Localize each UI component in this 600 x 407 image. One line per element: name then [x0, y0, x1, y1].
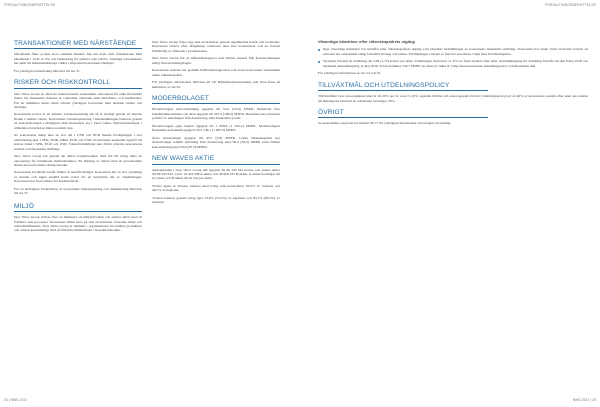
paragraph: Närstående finns ej med stora enskilda innehav. Det har även varit transaktioner med närstående i form av lån och fakturering för tjänster som utförts. Samtliga transaktioner har skett till marknadsmässiga villkor i linje med koncernens riktlinjer. — [14, 52, 142, 66]
paragraph: Av koncernens inköp sker en stor del i USD och EUR medan försäljningen i stor utsträckning sker i SEK, NOK, DKK, EUR och USD. Koncernens kostnader uppstår till största delen i SEK, EUR och USD. Valutaförändringar kan därför påverka koncernens resultat och finansiella ställning. — [14, 133, 142, 151]
bullet-item: Inga väsentliga händelser har inträffat efter räkenskapsårets utgång som påverkar bedömningen av koncernens finansiella ställning. Koncernen har under första kvartalet fortsatt att utveckla sin verksamhet enligt fastställd strategi och planer. Försäljningen i början av året har utvecklats i linje med förväntningarna. — [318, 47, 588, 56]
bullet-item: Styrelsen föreslår en utdelning om 2,00 (1,75) kronor per aktie. Utdelningen motsvarar ca 37% av årets resultat efter skatt. Avstämningsdag för utdelning föreslås till den 8 maj 2018 och beräknad utbetalningsdag 11 maj 2018. Totalt beräknas 132,7 MSEK att delas ut vilket är i linje med koncernens utdelningspolicy och finansiella mål. — [318, 59, 588, 68]
paragraph: Koncernens kreditrisk består främst av kundfordringar. Koncernen har en stor spridning av kunder och ingen enskild kund svarar för en betydande del av omsättningen. Koncernen har även rutiner för kreditkontroll. — [14, 170, 142, 184]
paragraph: Moderbolagets nettoomsättning uppgick till 52,0 (50,9) MSEK. Resultatet före bokslutsdispositioner och skatt uppgick till 291,9 (196,2) MSEK. Resultatet har påverkats positivt av utdelningar från dotterbolag samt finansiella poster. — [152, 107, 280, 121]
heading-risks: RISKER OCH RISKKONTROLL — [14, 79, 142, 88]
paragraph: New Wave Group har genom sin aktiva kapitalstruktur med lån till rörlig ränta en exponering för förändrade marknadsräntor. En höjning av räntan med en procentenhet skulle öka koncernens räntekostnader. — [14, 154, 142, 167]
paragraph: Största ägare är Torsten Jansson med bolag som kontrollerar 93,2% av rösterna och 46,5% av kapitalet. — [152, 183, 280, 193]
footer-left: 24 | NWG 2017 — [4, 398, 28, 402]
paragraph: Torsten Jansson genom bolag äger 53,6% (53,2%) av kapitalet och 83,7% (83,5%) av rösterna. — [152, 195, 280, 205]
heading-subsequent-events: Väsentliga händelser efter räkenskapsårets utgång — [318, 40, 415, 44]
heading-other: ÖVRIGT — [318, 109, 488, 118]
column-1 — [14, 40, 142, 236]
paragraph: New Wave Group strävar efter att minimera sin miljöpåverkan och arbetar aktivt med att förbättra sina processer. Koncernen ställer krav på sina leverantörer avseende miljö och arbetsförhållanden. New Wave Group är medlem i organisationer för hållbar produktion och arbetar kontinuerligt med att förbättra hållbarheten i leverantörskedjan. — [14, 215, 142, 233]
heading-parent-company: MODERBOLAGET — [152, 95, 280, 104]
paragraph: Årets investeringar uppgick till 45,5 (5,9) MSEK. Under räkenskapsåret har moderbolaget erhållit utdelning från dotterbolag med 96,4 (56,2) MSEK samt lämnat koncernbidrag med 30,6 (35,3) MSEK. — [152, 135, 280, 149]
paragraph: Koncernens styrelse har godkänt hållbarhetsrapporten som avser koncernens verksamhet under räkenskapsåret. — [152, 68, 280, 77]
heading-environment: MILJÖ — [14, 203, 142, 212]
paragraph: Koncernens policy är att hantera valutaexponering där så är möjligt genom att matcha flöden i samma valuta. Koncernens valutaexponering i balansräkningen hanteras genom att koncernbolagen i möjligaste mån finansierar sig i lokal valuta. Nettoinvesteringar i utländska dotterbolag säkras normalt inte. — [14, 112, 142, 130]
paragraph: Tillväxtmålet över en konjunkturcykel är 10-20% per år, varav 5-10% organisk tillväxt och resten genom förvärv. Utdelningspolicyn är att 40% av koncernens resultat efter skatt ska utdelas till aktieägarna förutsatt att soliditeten överstiger 30%. — [318, 94, 588, 103]
paragraph: New Wave Group följer upp sina leverantörer genom regelbundna besök och revisioner. Koncernen strävar efter långsiktiga relationer med sina leverantörer och en fortsatt förbättring av villkoren i produktionen. — [152, 40, 280, 53]
paragraph: Aktiekapitalet i New Wave Group AB uppgick till 66 343 543 kronor och antalet aktier till 66 343 543, varav 19 434 208 A-aktier och 46 909 335 B-aktier. A-aktier berättigar till tio röster och B-aktier till en röst per aktie. — [152, 167, 280, 181]
heading-transactions: TRANSAKTIONER MED NÄRSTÅENDE — [14, 40, 142, 49]
paragraph: Moderbolagets egna kapital uppgick till 1 668,6 (1 456,2) MSEK. Moderbolagets finansiella nettoskuld uppgick till 2 146,1 (1 987,9) MSEK. — [152, 123, 280, 133]
paragraph: New Wave Group är, med sin internationella verksamhet, exponerad för olika finansiella risker. De finansiella riskerna är valutarisk, ränterisk samt likviditets- och kreditrisker. För att minimera dessa risker arbetar ytterligare koncernen med uttalade rutiner och riktlinjer. — [14, 91, 142, 109]
paragraph: Se ekonomiska rapporter på sidorna 26-77 för ytterligare information om bolagets utveckling. — [318, 121, 452, 126]
column-2 — [152, 40, 280, 208]
heading-growth-dividend: TILLVÄXTMÅL OCH UTDELNINGSPOLICY — [318, 82, 488, 91]
heading-share: NEW WAVES AKTIE — [152, 155, 280, 164]
running-head-left: FÖRVALTNINGSBERÄTTELSE — [4, 3, 56, 7]
footer-right: NWG 2017 | 25 — [572, 398, 596, 402]
running-head-right: FÖRVALTNINGSBERÄTTELSE — [544, 3, 596, 7]
paragraph: För ytterligare information se not 24 och 25. — [318, 71, 382, 76]
paragraph: För ytterligare beskrivning hänvisas till not 31. — [14, 68, 81, 73]
paragraph: New Wave Group har en hållbarhetsrapport som lämnas separat från årsredovisningen enligt årsredovisningslagen. — [152, 56, 280, 65]
paragraph: För ytterligare information hänvisas till vår Hållbarhetsredovisning som även finns på hemsidan, se sid 34. — [152, 80, 280, 89]
column-3 — [318, 40, 588, 129]
paragraph: För en utförligare beskrivning av koncernens riskexponering och riskhantering hänvisas till not 37. — [14, 186, 142, 196]
